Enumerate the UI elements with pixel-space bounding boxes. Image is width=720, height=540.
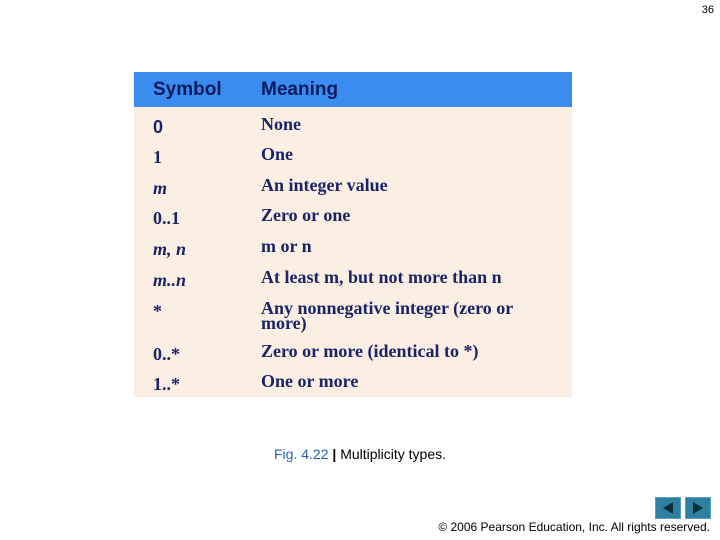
cell-meaning: One: [261, 144, 294, 164]
cell-meaning: At least m, but not more than n: [261, 267, 502, 287]
cell-meaning: An integer value: [261, 175, 388, 195]
cell-meaning: Zero or one: [261, 205, 351, 225]
cell-meaning: Zero or more (identical to *): [261, 341, 479, 361]
cell-symbol: *: [153, 301, 162, 321]
header-symbol: Symbol: [153, 79, 222, 100]
table-header: [134, 72, 572, 107]
caption-text: Multiplicity types.: [340, 446, 446, 462]
cell-meaning: None: [261, 114, 301, 134]
arrow-left-icon: [661, 501, 675, 515]
cell-symbol: m..n: [153, 270, 187, 290]
figure-caption: [0, 446, 720, 462]
cell-meaning: Any nonnegative integer (zero or more): [261, 298, 513, 333]
slide-navigation: [655, 497, 711, 519]
previous-slide-button[interactable]: [655, 497, 681, 519]
next-slide-button[interactable]: [685, 497, 711, 519]
multiplicity-table: [134, 72, 572, 397]
caption-figure-number: Fig. 4.22: [274, 446, 329, 462]
cell-meaning: One or more: [261, 371, 359, 391]
cell-symbol: 0..1: [153, 208, 180, 228]
header-meaning: Meaning: [261, 79, 339, 100]
cell-meaning: m or n: [261, 236, 312, 256]
cell-symbol: 1: [153, 147, 162, 167]
cell-symbol: m: [153, 178, 168, 198]
page-number: 36: [701, 4, 714, 16]
cell-symbol: 1..*: [153, 374, 180, 394]
caption-separator: |: [332, 446, 337, 462]
cell-symbol: 0: [153, 117, 164, 137]
arrow-right-icon: [691, 501, 705, 515]
cell-symbol: m, n: [153, 239, 187, 259]
copyright-notice: © 2006 Pearson Education, Inc. All rights reserved.: [438, 520, 710, 534]
cell-symbol: 0..*: [153, 344, 180, 364]
